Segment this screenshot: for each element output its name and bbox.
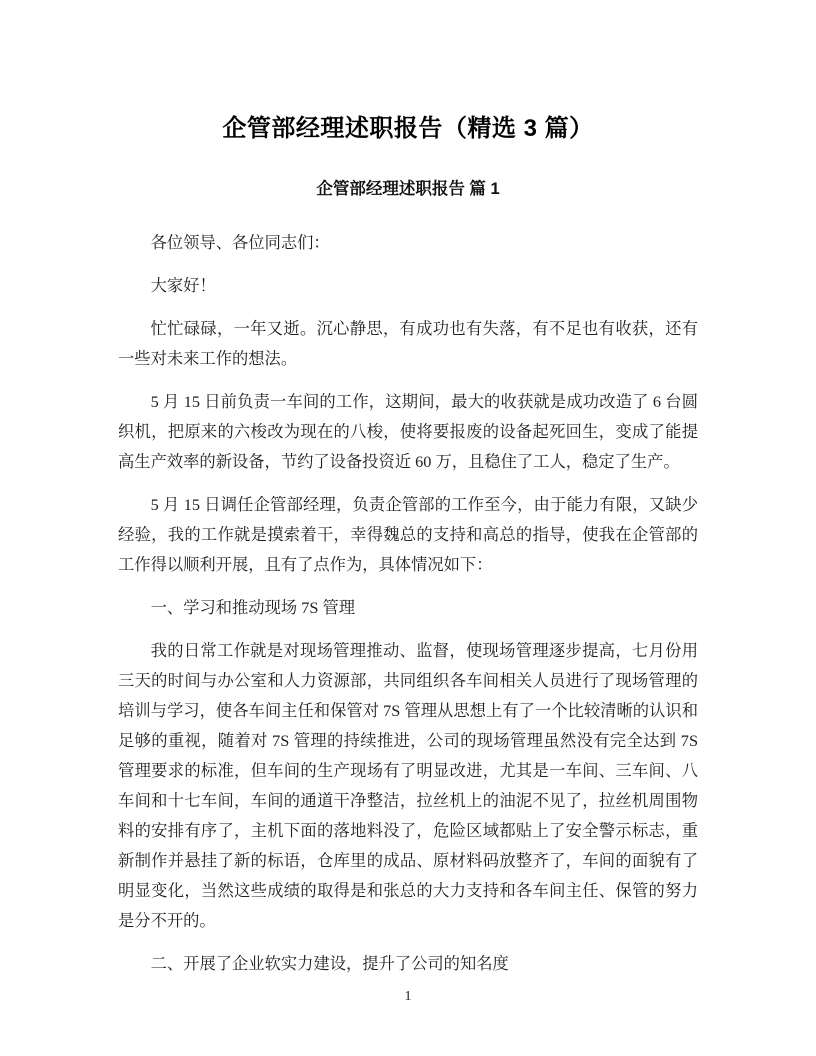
page-title: 企管部经理述职报告（精选 3 篇）	[222, 115, 594, 142]
paragraph-transfer: 5 月 15 日调任企管部经理，负责企管部的工作至今，由于能力有限，又缺少经验，我的工作就是摸索着干，幸得魏总的支持和高总的指导，使我在企管部的工作得以顺利开展，且有了点作为，具体情况如下：	[118, 495, 698, 574]
paragraph-section-one-body: 我的日常工作就是对现场管理推动、监督，使现场管理逐步提高，七月份用三天的时间与办公室和人力资源部，共同组织各车间相关人员进行了现场管理的培训与学习，使各车间主任和保管对 7S 管理从思想上有了一个比较清晰的认识和足够的重视，随着对 7S 管理的持续推进，公司的现场管理虽然没有完全达到 7S 管理要求的标准，但车间的生产现场有了明显改进，尤其是一车间、三车间、八车间和十七车间，车间的通道干净整洁，拉丝机上的油泥不见了，拉丝机周围物料的安排有序了，主机下面的落地料没了，危险区域都贴上了安全警示标志，重新制作并悬挂了新的标语，仓库里的成品、原材料码放整齐了，车间的面貌有了明显变化，当然这些成绩的取得是和张总的大力支持和各车间主任、保管的努力是分不开的。	[118, 641, 698, 930]
document-body	[118, 202, 698, 979]
document-subtitle: 企管部经理述职报告 篇 1	[316, 180, 500, 198]
section-heading-one: 一、学习和推动现场 7S 管理	[150, 598, 356, 617]
paragraph-greeting: 大家好！	[150, 276, 216, 295]
paragraph-intro: 忙忙碌碌，一年又逝。沉心静思，有成功也有失落，有不足也有收获，还有一些对未来工作的想法。	[118, 319, 698, 368]
page-number: 1	[404, 989, 412, 1004]
section-heading-two: 二、开展了企业软实力建设，提升了公司的知名度	[150, 954, 509, 973]
document-content	[118, 0, 698, 992]
paragraph-salutation: 各位领导、各位同志们：	[150, 233, 330, 252]
paragraph-workshop-work: 5 月 15 日前负责一车间的工作，这期间，最大的收获就是成功改造了 6 台圆织机，把原来的六梭改为现在的八梭，使将要报废的设备起死回生，变成了能提高生产效率的新设备，节约了设备投资近 60 万，且稳住了工人，稳定了生产。	[118, 392, 698, 471]
